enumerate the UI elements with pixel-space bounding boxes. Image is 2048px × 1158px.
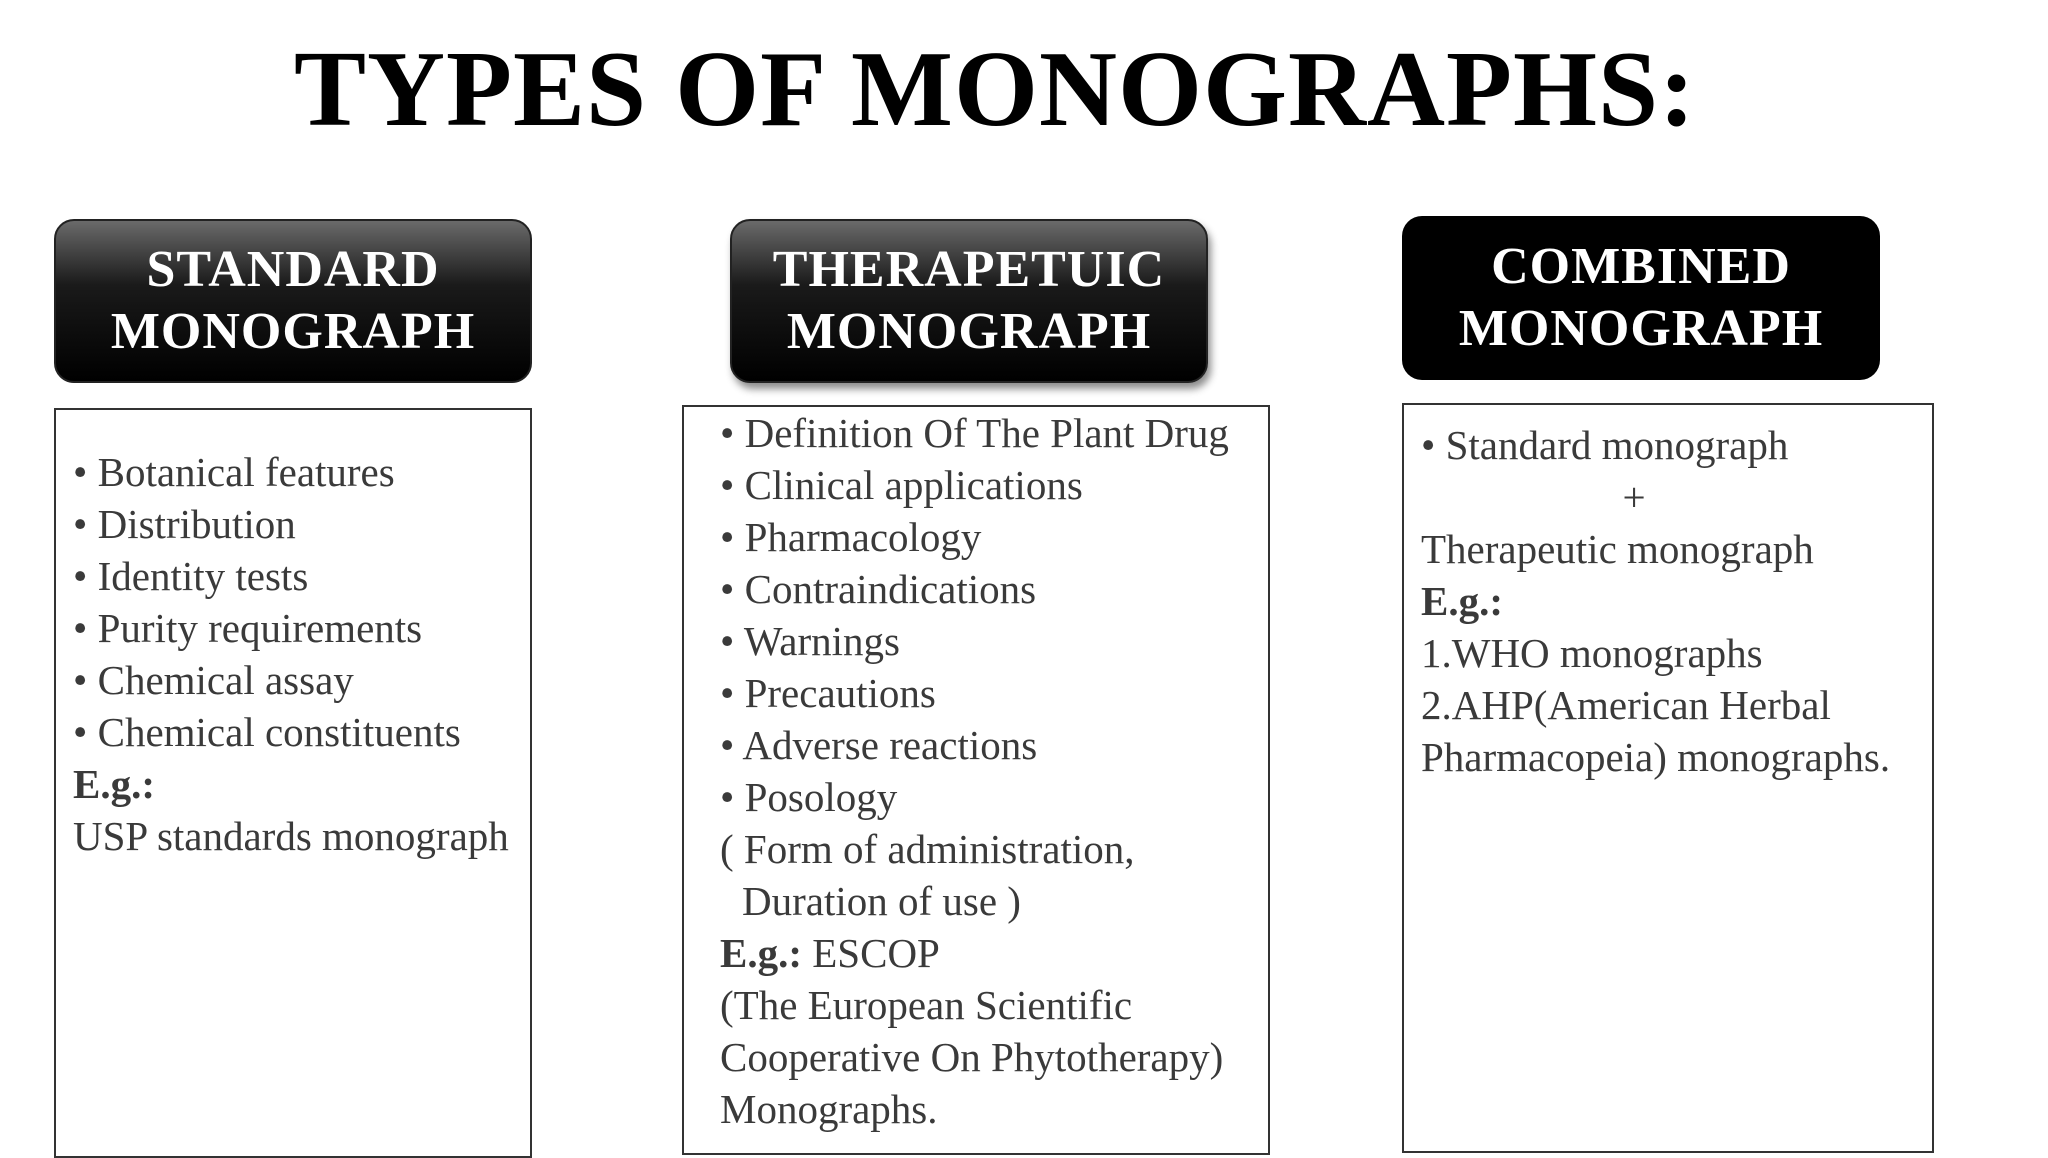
list-item: • Precautions [720, 670, 936, 716]
standard-header-line2: MONOGRAPH [110, 303, 476, 360]
therapeutic-header-line1: THERAPETUIC [772, 241, 1166, 298]
posology-note: Duration of use ) [742, 878, 1021, 924]
combined-header-line1: COMBINED [1491, 238, 1791, 295]
list-item: • Contraindications [720, 566, 1037, 612]
example-text: 2.AHP(American Herbal [1421, 682, 1831, 728]
page-title: TYPES OF MONOGRAPHS: [293, 30, 1696, 149]
therapeutic-header-line2: MONOGRAPH [786, 303, 1152, 360]
example-label: E.g.: [73, 761, 155, 807]
example-text: Monographs. [720, 1086, 938, 1132]
list-item: • Purity requirements [73, 605, 423, 651]
list-item: • Warnings [720, 618, 900, 664]
plus-sign: + [1622, 474, 1646, 520]
example-text: Cooperative On Phytotherapy) [720, 1034, 1224, 1080]
posology-note: ( Form of administration, [720, 826, 1135, 872]
therapeutic-monograph-header [730, 219, 1208, 383]
example-label: E.g.: [720, 930, 802, 976]
list-item: • Distribution [73, 501, 296, 547]
example-text: 1.WHO monographs [1421, 630, 1763, 676]
example-line [720, 927, 1268, 979]
list-item: • Identity tests [73, 553, 309, 599]
list-item: • Pharmacology [720, 514, 982, 560]
list-item: • Definition Of The Plant Drug [720, 410, 1229, 456]
combined-monograph-box [1402, 403, 1934, 1153]
list-item: • Clinical applications [720, 462, 1083, 508]
example-label: E.g.: [1421, 578, 1503, 624]
combined-header-line2: MONOGRAPH [1458, 300, 1824, 357]
standard-monograph-box [54, 408, 532, 1158]
example-text: USP standards monograph [73, 813, 509, 859]
list-item: • Adverse reactions [720, 722, 1038, 768]
example-text: (The European Scientific [720, 982, 1133, 1028]
list-item: • Chemical constituents [73, 709, 461, 755]
combined-monograph-header [1402, 216, 1880, 380]
list-item: • Chemical assay [73, 657, 354, 703]
list-item: • Botanical features [73, 449, 395, 495]
example-inline: ESCOP [802, 930, 940, 976]
list-item: • Standard monograph [1421, 422, 1789, 468]
therapeutic-monograph-box [682, 405, 1270, 1155]
list-item: Therapeutic monograph [1421, 526, 1814, 572]
standard-monograph-header [54, 219, 532, 383]
list-item: • Posology [720, 774, 898, 820]
example-text: Pharmacopeia) monographs. [1421, 734, 1891, 780]
standard-header-line1: STANDARD [146, 241, 440, 298]
